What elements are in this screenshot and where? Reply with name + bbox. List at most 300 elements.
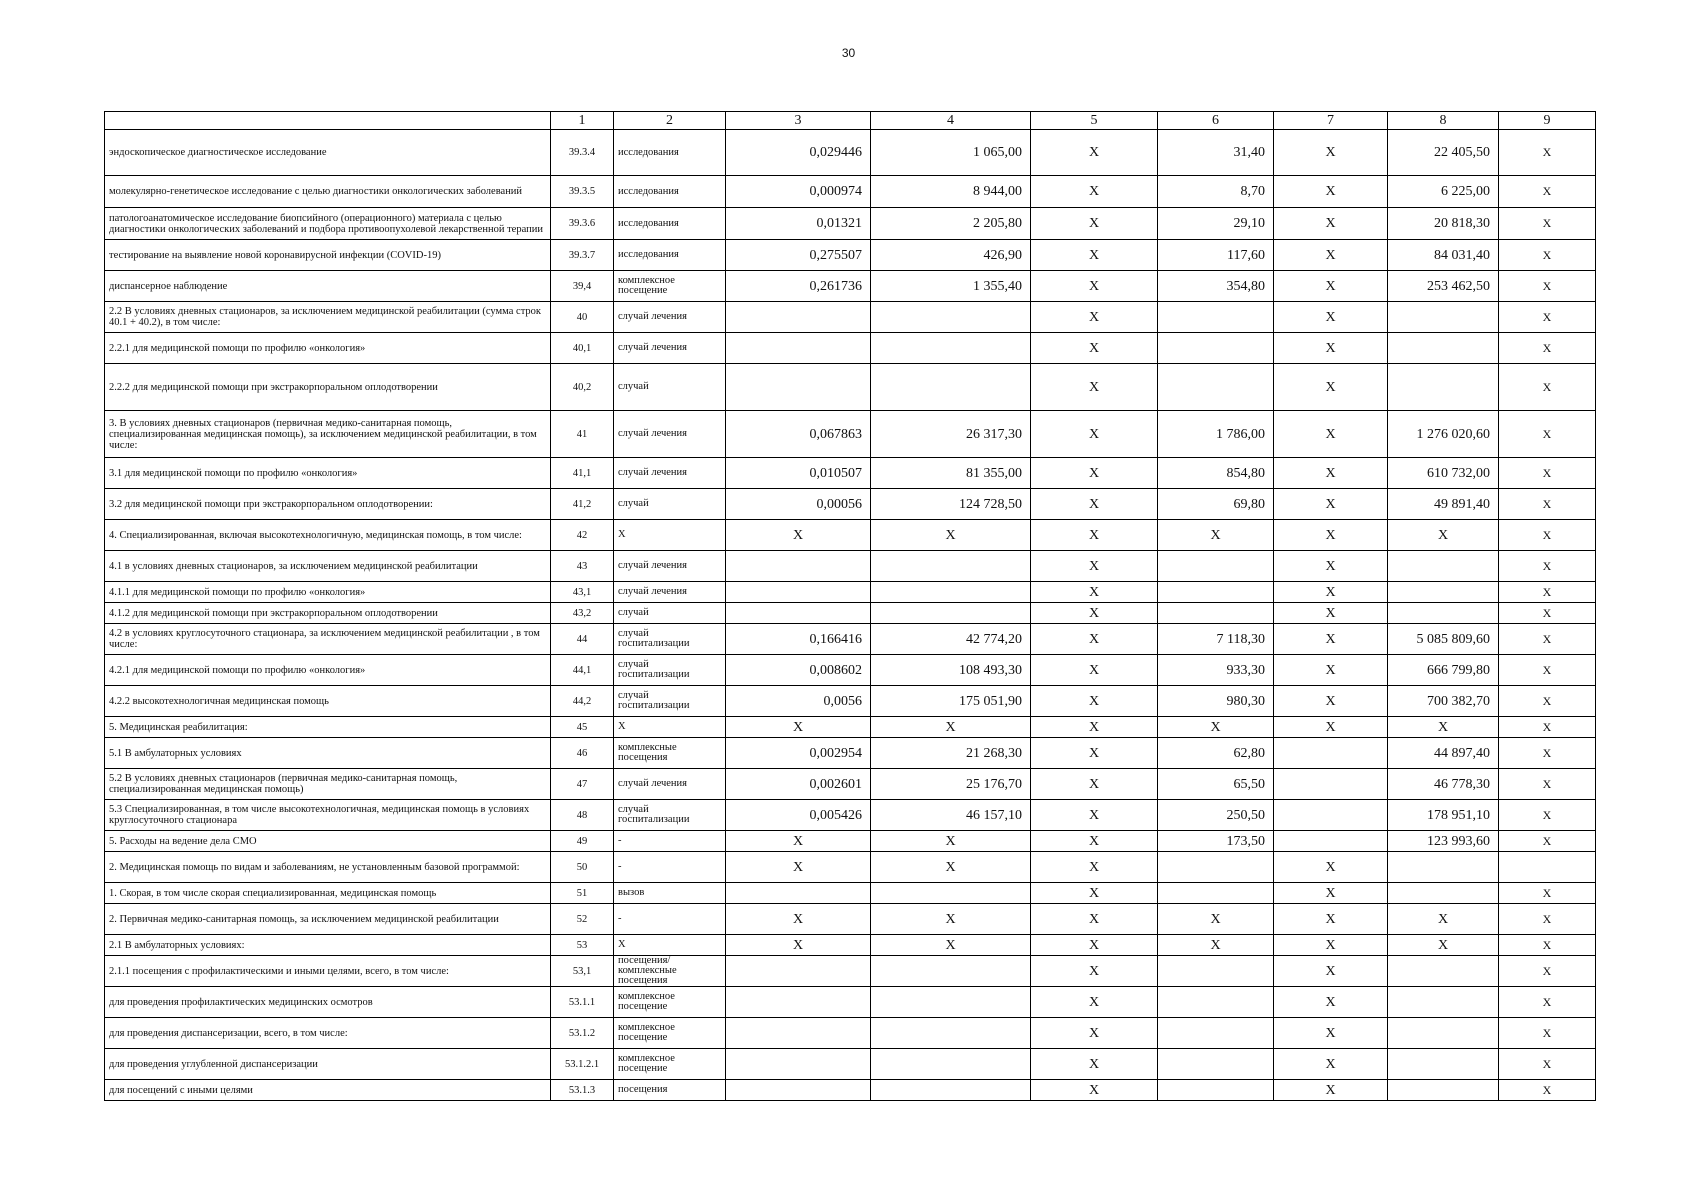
- col3-cell: 0,261736: [726, 271, 871, 302]
- table-row: [105, 411, 1596, 458]
- col4-cell: [871, 1049, 1031, 1080]
- col7-cell: X: [1274, 333, 1388, 364]
- col7-cell: X: [1274, 852, 1388, 883]
- col3-cell: X: [726, 717, 871, 738]
- row-unit-cell: случай: [614, 603, 726, 624]
- col6-cell: 354,80: [1158, 271, 1274, 302]
- table-row: [105, 935, 1596, 956]
- col3-cell: [726, 1080, 871, 1101]
- row-code-cell: 41,1: [551, 458, 614, 489]
- col5-cell: X: [1031, 271, 1158, 302]
- col5-cell: X: [1031, 655, 1158, 686]
- col7-cell: X: [1274, 271, 1388, 302]
- row-code-cell: 39.3.5: [551, 176, 614, 208]
- col6-cell: [1158, 603, 1274, 624]
- col8-cell: 46 778,30: [1388, 769, 1499, 800]
- col9-cell: X: [1499, 208, 1596, 240]
- col7-cell: X: [1274, 956, 1388, 987]
- row-name-cell: для проведения углубленной диспансеризации: [105, 1049, 551, 1080]
- col5-cell: X: [1031, 956, 1158, 987]
- col8-cell: [1388, 551, 1499, 582]
- col7-cell: X: [1274, 1018, 1388, 1049]
- col9-cell: X: [1499, 1018, 1596, 1049]
- col7-cell: [1274, 831, 1388, 852]
- table-row: [105, 717, 1596, 738]
- col9-cell: X: [1499, 603, 1596, 624]
- row-code-cell: 53,1: [551, 956, 614, 987]
- col5-cell: X: [1031, 852, 1158, 883]
- col9-cell: X: [1499, 904, 1596, 935]
- col6-cell: 69,80: [1158, 489, 1274, 520]
- col9-cell: X: [1499, 987, 1596, 1018]
- col5-cell: X: [1031, 489, 1158, 520]
- header-cell: 3: [726, 112, 871, 130]
- col5-cell: X: [1031, 458, 1158, 489]
- col8-cell: 178 951,10: [1388, 800, 1499, 831]
- table-row: [105, 520, 1596, 551]
- row-code-cell: 40: [551, 302, 614, 333]
- row-code-cell: 53.1.3: [551, 1080, 614, 1101]
- row-unit-cell: случай лечения: [614, 411, 726, 458]
- row-name-cell: 4. Специализированная, включая высокотехнологичную, медицинская помощь, в том числе:: [105, 520, 551, 551]
- row-unit-cell: комплексное посещение: [614, 1049, 726, 1080]
- col4-cell: [871, 1080, 1031, 1101]
- col3-cell: [726, 603, 871, 624]
- col5-cell: X: [1031, 831, 1158, 852]
- col9-cell: X: [1499, 655, 1596, 686]
- header-cell: 4: [871, 112, 1031, 130]
- header-cell: 6: [1158, 112, 1274, 130]
- row-unit-cell: комплексное посещение: [614, 987, 726, 1018]
- col6-cell: [1158, 364, 1274, 411]
- col3-cell: X: [726, 520, 871, 551]
- col5-cell: X: [1031, 904, 1158, 935]
- col6-cell: [1158, 987, 1274, 1018]
- col7-cell: [1274, 800, 1388, 831]
- col4-cell: [871, 987, 1031, 1018]
- table-row: [105, 624, 1596, 655]
- col7-cell: X: [1274, 176, 1388, 208]
- col4-cell: [871, 582, 1031, 603]
- col6-cell: [1158, 582, 1274, 603]
- col9-cell: X: [1499, 411, 1596, 458]
- col3-cell: [726, 582, 871, 603]
- col9-cell: X: [1499, 686, 1596, 717]
- row-code-cell: 39.3.7: [551, 240, 614, 271]
- col4-cell: [871, 333, 1031, 364]
- row-unit-cell: случай госпитализации: [614, 655, 726, 686]
- col9-cell: X: [1499, 333, 1596, 364]
- col3-cell: [726, 302, 871, 333]
- row-code-cell: 44,1: [551, 655, 614, 686]
- row-unit-cell: вызов: [614, 883, 726, 904]
- row-code-cell: 45: [551, 717, 614, 738]
- col9-cell: X: [1499, 1080, 1596, 1101]
- col8-cell: 123 993,60: [1388, 831, 1499, 852]
- col8-cell: [1388, 1049, 1499, 1080]
- table-row: [105, 769, 1596, 800]
- col7-cell: X: [1274, 302, 1388, 333]
- col5-cell: X: [1031, 769, 1158, 800]
- row-name-cell: 4.2.1 для медицинской помощи по профилю «онкология»: [105, 655, 551, 686]
- col3-cell: [726, 364, 871, 411]
- row-unit-cell: исследования: [614, 176, 726, 208]
- col3-cell: 0,010507: [726, 458, 871, 489]
- col3-cell: [726, 333, 871, 364]
- header-cell: 2: [614, 112, 726, 130]
- row-name-cell: 4.1 в условиях дневных стационаров, за исключением медицинской реабилитации: [105, 551, 551, 582]
- col4-cell: 2 205,80: [871, 208, 1031, 240]
- col7-cell: X: [1274, 520, 1388, 551]
- col5-cell: X: [1031, 520, 1158, 551]
- col6-cell: [1158, 956, 1274, 987]
- row-name-cell: тестирование на выявление новой коронавирусной инфекции (COVID-19): [105, 240, 551, 271]
- col5-cell: X: [1031, 987, 1158, 1018]
- col7-cell: X: [1274, 603, 1388, 624]
- col4-cell: [871, 364, 1031, 411]
- col6-cell: [1158, 333, 1274, 364]
- row-unit-cell: случай лечения: [614, 458, 726, 489]
- col3-cell: [726, 883, 871, 904]
- col6-cell: [1158, 551, 1274, 582]
- col8-cell: X: [1388, 904, 1499, 935]
- row-unit-cell: посещения: [614, 1080, 726, 1101]
- col9-cell: X: [1499, 520, 1596, 551]
- col6-cell: 980,30: [1158, 686, 1274, 717]
- col5-cell: X: [1031, 686, 1158, 717]
- col9-cell: X: [1499, 551, 1596, 582]
- table-row: [105, 904, 1596, 935]
- col7-cell: X: [1274, 624, 1388, 655]
- row-unit-cell: комплексное посещение: [614, 271, 726, 302]
- header-cell: 5: [1031, 112, 1158, 130]
- row-code-cell: 52: [551, 904, 614, 935]
- col6-cell: 854,80: [1158, 458, 1274, 489]
- col9-cell: X: [1499, 489, 1596, 520]
- row-code-cell: 43,2: [551, 603, 614, 624]
- row-unit-cell: случай лечения: [614, 582, 726, 603]
- col3-cell: X: [726, 904, 871, 935]
- table-row: [105, 240, 1596, 271]
- row-name-cell: 2. Медицинская помощь по видам и заболеваниям, не установленным базовой программой:: [105, 852, 551, 883]
- col8-cell: [1388, 987, 1499, 1018]
- row-unit-cell: посещения/комплексные посещения: [614, 956, 726, 987]
- col7-cell: X: [1274, 717, 1388, 738]
- col7-cell: X: [1274, 130, 1388, 176]
- row-unit-cell: случай: [614, 364, 726, 411]
- col4-cell: X: [871, 717, 1031, 738]
- col8-cell: X: [1388, 520, 1499, 551]
- row-code-cell: 51: [551, 883, 614, 904]
- table-row: [105, 1049, 1596, 1080]
- row-unit-cell: случай лечения: [614, 302, 726, 333]
- col7-cell: X: [1274, 208, 1388, 240]
- row-name-cell: для проведения профилактических медицинских осмотров: [105, 987, 551, 1018]
- table-row: [105, 458, 1596, 489]
- col9-cell: X: [1499, 1049, 1596, 1080]
- row-unit-cell: -: [614, 831, 726, 852]
- col7-cell: X: [1274, 686, 1388, 717]
- col9-cell: X: [1499, 717, 1596, 738]
- col8-cell: [1388, 883, 1499, 904]
- col4-cell: 21 268,30: [871, 738, 1031, 769]
- row-name-cell: 2.2.1 для медицинской помощи по профилю «онкология»: [105, 333, 551, 364]
- row-code-cell: 53.1.2: [551, 1018, 614, 1049]
- table-row: [105, 271, 1596, 302]
- col8-cell: X: [1388, 935, 1499, 956]
- col6-cell: [1158, 302, 1274, 333]
- row-unit-cell: случай госпитализации: [614, 686, 726, 717]
- col4-cell: 25 176,70: [871, 769, 1031, 800]
- row-name-cell: для посещений с иными целями: [105, 1080, 551, 1101]
- col8-cell: [1388, 582, 1499, 603]
- table-row: [105, 738, 1596, 769]
- col3-cell: [726, 956, 871, 987]
- col8-cell: 84 031,40: [1388, 240, 1499, 271]
- row-code-cell: 46: [551, 738, 614, 769]
- col6-cell: 29,10: [1158, 208, 1274, 240]
- row-name-cell: 2.1 В амбулаторных условиях:: [105, 935, 551, 956]
- col8-cell: [1388, 852, 1499, 883]
- page-number: 30: [841, 46, 856, 60]
- row-name-cell: диспансерное наблюдение: [105, 271, 551, 302]
- col6-cell: [1158, 1018, 1274, 1049]
- row-name-cell: 5.1 В амбулаторных условиях: [105, 738, 551, 769]
- col3-cell: 0,00056: [726, 489, 871, 520]
- col8-cell: 700 382,70: [1388, 686, 1499, 717]
- table-row: [105, 582, 1596, 603]
- col7-cell: X: [1274, 551, 1388, 582]
- col9-cell: X: [1499, 302, 1596, 333]
- row-code-cell: 53.1.2.1: [551, 1049, 614, 1080]
- col4-cell: X: [871, 831, 1031, 852]
- row-name-cell: 3.1 для медицинской помощи по профилю «онкология»: [105, 458, 551, 489]
- col7-cell: X: [1274, 411, 1388, 458]
- col5-cell: X: [1031, 551, 1158, 582]
- row-name-cell: эндоскопическое диагностическое исследование: [105, 130, 551, 176]
- table-row: [105, 364, 1596, 411]
- table-row: [105, 655, 1596, 686]
- col5-cell: X: [1031, 1049, 1158, 1080]
- row-code-cell: 48: [551, 800, 614, 831]
- col6-cell: [1158, 883, 1274, 904]
- col3-cell: 0,067863: [726, 411, 871, 458]
- row-code-cell: 40,1: [551, 333, 614, 364]
- col4-cell: X: [871, 935, 1031, 956]
- row-code-cell: 47: [551, 769, 614, 800]
- col8-cell: 666 799,80: [1388, 655, 1499, 686]
- header-cell: [105, 112, 551, 130]
- col4-cell: X: [871, 852, 1031, 883]
- table-row: [105, 603, 1596, 624]
- row-unit-cell: случай лечения: [614, 551, 726, 582]
- row-name-cell: 2.2.2 для медицинской помощи при экстракорпоральном оплодотворении: [105, 364, 551, 411]
- table-row: [105, 831, 1596, 852]
- col6-cell: X: [1158, 520, 1274, 551]
- col7-cell: X: [1274, 582, 1388, 603]
- col5-cell: X: [1031, 130, 1158, 176]
- col8-cell: 49 891,40: [1388, 489, 1499, 520]
- column-number-header-row: [105, 112, 1596, 130]
- col4-cell: 108 493,30: [871, 655, 1031, 686]
- col5-cell: X: [1031, 883, 1158, 904]
- col4-cell: [871, 603, 1031, 624]
- row-code-cell: 44,2: [551, 686, 614, 717]
- col5-cell: X: [1031, 624, 1158, 655]
- table-row: [105, 1018, 1596, 1049]
- table-row: [105, 800, 1596, 831]
- row-unit-cell: -: [614, 904, 726, 935]
- col5-cell: X: [1031, 582, 1158, 603]
- col7-cell: X: [1274, 1080, 1388, 1101]
- col3-cell: 0,275507: [726, 240, 871, 271]
- col5-cell: X: [1031, 603, 1158, 624]
- col4-cell: 8 944,00: [871, 176, 1031, 208]
- col6-cell: 7 118,30: [1158, 624, 1274, 655]
- col9-cell: X: [1499, 738, 1596, 769]
- col3-cell: X: [726, 831, 871, 852]
- col7-cell: X: [1274, 883, 1388, 904]
- col6-cell: 117,60: [1158, 240, 1274, 271]
- col6-cell: 173,50: [1158, 831, 1274, 852]
- col5-cell: X: [1031, 411, 1158, 458]
- col8-cell: X: [1388, 717, 1499, 738]
- table-row: [105, 987, 1596, 1018]
- col7-cell: X: [1274, 489, 1388, 520]
- col7-cell: [1274, 738, 1388, 769]
- col7-cell: X: [1274, 458, 1388, 489]
- col3-cell: X: [726, 935, 871, 956]
- col8-cell: [1388, 364, 1499, 411]
- row-unit-cell: X: [614, 935, 726, 956]
- table-row: [105, 333, 1596, 364]
- col6-cell: 933,30: [1158, 655, 1274, 686]
- row-code-cell: 50: [551, 852, 614, 883]
- col5-cell: X: [1031, 240, 1158, 271]
- row-name-cell: 2.1.1 посещения с профилактическими и иными целями, всего, в том числе:: [105, 956, 551, 987]
- col3-cell: 0,166416: [726, 624, 871, 655]
- row-code-cell: 44: [551, 624, 614, 655]
- row-name-cell: 4.1.1 для медицинской помощи по профилю «онкология»: [105, 582, 551, 603]
- row-unit-cell: X: [614, 520, 726, 551]
- row-unit-cell: случай лечения: [614, 769, 726, 800]
- col6-cell: [1158, 1080, 1274, 1101]
- table-row: [105, 130, 1596, 176]
- table-row: [105, 956, 1596, 987]
- col7-cell: X: [1274, 1049, 1388, 1080]
- row-code-cell: 40,2: [551, 364, 614, 411]
- col8-cell: 44 897,40: [1388, 738, 1499, 769]
- col4-cell: 175 051,90: [871, 686, 1031, 717]
- col7-cell: X: [1274, 987, 1388, 1018]
- row-name-cell: 4.1.2 для медицинской помощи при экстракорпоральном оплодотворении: [105, 603, 551, 624]
- col6-cell: X: [1158, 935, 1274, 956]
- col5-cell: X: [1031, 333, 1158, 364]
- col8-cell: 610 732,00: [1388, 458, 1499, 489]
- col4-cell: [871, 956, 1031, 987]
- col3-cell: [726, 551, 871, 582]
- row-code-cell: 53.1.1: [551, 987, 614, 1018]
- table-row: [105, 852, 1596, 883]
- header-cell: 1: [551, 112, 614, 130]
- col3-cell: 0,002601: [726, 769, 871, 800]
- row-code-cell: 39.3.6: [551, 208, 614, 240]
- col9-cell: X: [1499, 130, 1596, 176]
- col9-cell: X: [1499, 883, 1596, 904]
- col3-cell: 0,002954: [726, 738, 871, 769]
- col8-cell: 5 085 809,60: [1388, 624, 1499, 655]
- col6-cell: [1158, 852, 1274, 883]
- col5-cell: X: [1031, 717, 1158, 738]
- col9-cell: X: [1499, 800, 1596, 831]
- col3-cell: 0,005426: [726, 800, 871, 831]
- row-unit-cell: -: [614, 852, 726, 883]
- col6-cell: [1158, 1049, 1274, 1080]
- col7-cell: [1274, 769, 1388, 800]
- col3-cell: [726, 1049, 871, 1080]
- col4-cell: 46 157,10: [871, 800, 1031, 831]
- row-unit-cell: исследования: [614, 240, 726, 271]
- row-unit-cell: исследования: [614, 130, 726, 176]
- row-code-cell: 39.3.4: [551, 130, 614, 176]
- row-name-cell: 2.2 В условиях дневных стационаров, за исключением медицинской реабилитации (сумма строк 40.1 + 40.2), в том числе:: [105, 302, 551, 333]
- row-code-cell: 41,2: [551, 489, 614, 520]
- col8-cell: [1388, 333, 1499, 364]
- table-row: [105, 489, 1596, 520]
- col3-cell: X: [726, 852, 871, 883]
- table-row: [105, 551, 1596, 582]
- table-row: [105, 208, 1596, 240]
- col9-cell: X: [1499, 240, 1596, 271]
- col6-cell: 250,50: [1158, 800, 1274, 831]
- row-code-cell: 42: [551, 520, 614, 551]
- row-code-cell: 39,4: [551, 271, 614, 302]
- row-unit-cell: случай: [614, 489, 726, 520]
- col6-cell: 8,70: [1158, 176, 1274, 208]
- row-unit-cell: исследования: [614, 208, 726, 240]
- col3-cell: 0,000974: [726, 176, 871, 208]
- col9-cell: X: [1499, 956, 1596, 987]
- row-unit-cell: случай госпитализации: [614, 624, 726, 655]
- col8-cell: 6 225,00: [1388, 176, 1499, 208]
- row-name-cell: 5. Расходы на ведение дела СМО: [105, 831, 551, 852]
- col4-cell: [871, 302, 1031, 333]
- col6-cell: 65,50: [1158, 769, 1274, 800]
- col8-cell: [1388, 603, 1499, 624]
- col6-cell: X: [1158, 904, 1274, 935]
- col8-cell: [1388, 956, 1499, 987]
- col4-cell: 1 065,00: [871, 130, 1031, 176]
- col4-cell: 124 728,50: [871, 489, 1031, 520]
- col5-cell: X: [1031, 935, 1158, 956]
- row-name-cell: 4.2 в условиях круглосуточного стационара, за исключением медицинской реабилитации , в том числе:: [105, 624, 551, 655]
- col3-cell: 0,01321: [726, 208, 871, 240]
- row-name-cell: молекулярно-генетическое исследование с целью диагностики онкологических заболеваний: [105, 176, 551, 208]
- col7-cell: X: [1274, 364, 1388, 411]
- row-code-cell: 43,1: [551, 582, 614, 603]
- col8-cell: 253 462,50: [1388, 271, 1499, 302]
- col9-cell: [1499, 852, 1596, 883]
- col9-cell: X: [1499, 582, 1596, 603]
- col7-cell: X: [1274, 240, 1388, 271]
- row-code-cell: 53: [551, 935, 614, 956]
- row-name-cell: 2. Первичная медико-санитарная помощь, за исключением медицинской реабилитации: [105, 904, 551, 935]
- row-unit-cell: комплексное посещение: [614, 1018, 726, 1049]
- col4-cell: 1 355,40: [871, 271, 1031, 302]
- table-row: [105, 176, 1596, 208]
- col5-cell: X: [1031, 800, 1158, 831]
- header-cell: 9: [1499, 112, 1596, 130]
